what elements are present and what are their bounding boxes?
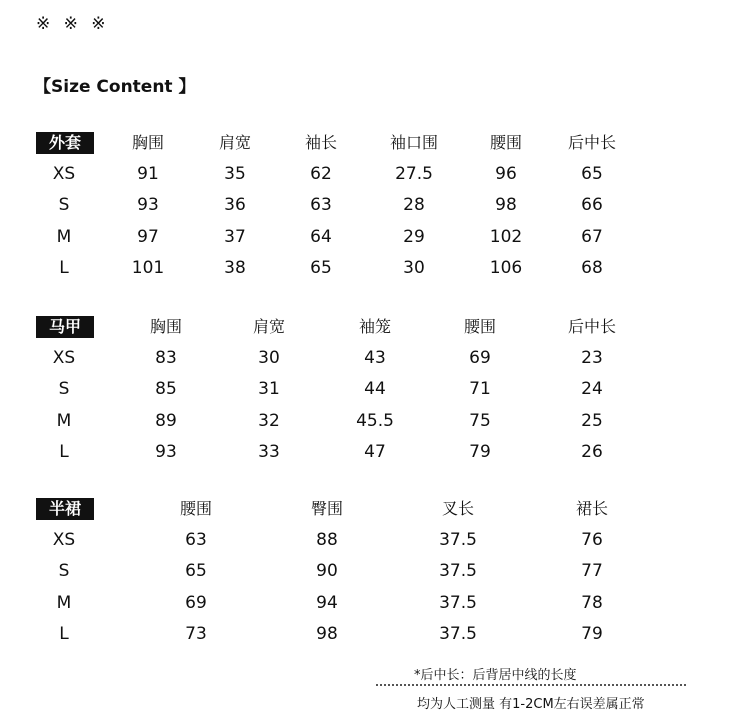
table-cell: 64 bbox=[310, 226, 332, 247]
table-cell: 47 bbox=[364, 442, 386, 462]
table-cell: 37.5 bbox=[439, 624, 477, 644]
table-cell: 98 bbox=[495, 195, 517, 215]
table-cell: 65 bbox=[581, 163, 603, 184]
column-header: 袖笼 bbox=[358, 317, 392, 336]
column-header: 胸围 bbox=[149, 317, 183, 336]
table-tag: 半裙 bbox=[36, 498, 94, 520]
table-cell: 102 bbox=[489, 226, 523, 247]
size-label: L bbox=[59, 442, 69, 462]
column-header: 裙长 bbox=[575, 499, 609, 518]
table-cell: 76 bbox=[581, 529, 603, 550]
table-cell: 66 bbox=[581, 195, 603, 215]
table-header-row bbox=[0, 311, 750, 343]
table-cell: 67 bbox=[581, 226, 603, 247]
column-header: 袖长 bbox=[304, 133, 338, 152]
table-cell: 63 bbox=[310, 195, 332, 215]
table-cell: 91 bbox=[137, 163, 159, 184]
table-tag: 外套 bbox=[36, 132, 94, 154]
definition-note: *后中长：后背居中线的长度 bbox=[414, 668, 577, 683]
table-cell: 78 bbox=[581, 592, 603, 613]
table-cell: 30 bbox=[258, 347, 280, 368]
size-label: XS bbox=[52, 163, 76, 184]
table-cell: 83 bbox=[155, 347, 177, 368]
table-cell: 37.5 bbox=[439, 529, 477, 550]
table-cell: 94 bbox=[316, 592, 338, 613]
table-cell: 98 bbox=[316, 624, 338, 644]
table-cell: 73 bbox=[185, 624, 207, 644]
table-cell: 68 bbox=[581, 258, 603, 278]
size-table-skirt bbox=[0, 493, 750, 651]
table-cell: 65 bbox=[185, 561, 207, 581]
table-cell: 90 bbox=[316, 561, 338, 581]
table-cell: 32 bbox=[258, 410, 280, 431]
column-header: 袖口围 bbox=[389, 133, 439, 152]
table-cell: 38 bbox=[224, 258, 246, 278]
table-row bbox=[0, 343, 750, 375]
size-label: S bbox=[58, 379, 70, 399]
table-cell: 101 bbox=[131, 258, 165, 278]
table-cell: 45.5 bbox=[356, 410, 394, 431]
table-cell: 77 bbox=[581, 561, 603, 581]
size-table-vest bbox=[0, 311, 750, 469]
decorative-marks: ※ ※ ※ bbox=[36, 14, 110, 34]
dotted-divider bbox=[376, 684, 686, 686]
table-row bbox=[0, 588, 750, 620]
column-header: 胸围 bbox=[131, 133, 165, 152]
size-label: M bbox=[56, 592, 72, 613]
table-tag: 马甲 bbox=[36, 316, 94, 338]
table-cell: 37.5 bbox=[439, 561, 477, 581]
table-cell: 25 bbox=[581, 410, 603, 431]
table-cell: 97 bbox=[137, 226, 159, 247]
size-label: L bbox=[59, 624, 69, 644]
table-cell: 23 bbox=[581, 347, 603, 368]
column-header: 臀围 bbox=[310, 499, 344, 518]
table-cell: 79 bbox=[581, 624, 603, 644]
table-cell: 88 bbox=[316, 529, 338, 550]
table-cell: 89 bbox=[155, 410, 177, 431]
column-header: 腰围 bbox=[489, 133, 523, 152]
size-label: M bbox=[56, 410, 72, 431]
size-label: XS bbox=[52, 347, 76, 368]
table-cell: 33 bbox=[258, 442, 280, 462]
size-label: S bbox=[58, 561, 70, 581]
size-label: S bbox=[58, 195, 70, 215]
table-cell: 106 bbox=[489, 258, 523, 278]
table-row bbox=[0, 253, 750, 285]
table-cell: 79 bbox=[469, 442, 491, 462]
size-label: XS bbox=[52, 529, 76, 550]
table-row bbox=[0, 437, 750, 469]
table-cell: 27.5 bbox=[395, 163, 433, 184]
table-cell: 69 bbox=[469, 347, 491, 368]
table-cell: 63 bbox=[185, 529, 207, 550]
size-table-coat bbox=[0, 127, 750, 285]
disclaimer-note: 均为人工测量 有1-2CM左右误差属正常 bbox=[417, 697, 645, 712]
table-row bbox=[0, 190, 750, 222]
column-header: 腰围 bbox=[463, 317, 497, 336]
table-cell: 43 bbox=[364, 347, 386, 368]
table-cell: 93 bbox=[155, 442, 177, 462]
size-label: M bbox=[56, 226, 72, 247]
column-header: 肩宽 bbox=[218, 133, 252, 152]
table-cell: 28 bbox=[403, 195, 425, 215]
section-title: 【Size Content 】 bbox=[34, 77, 196, 97]
table-cell: 69 bbox=[185, 592, 207, 613]
column-header: 叉长 bbox=[441, 499, 475, 518]
size-label: L bbox=[59, 258, 69, 278]
table-row bbox=[0, 374, 750, 406]
table-row bbox=[0, 556, 750, 588]
table-cell: 65 bbox=[310, 258, 332, 278]
table-cell: 30 bbox=[403, 258, 425, 278]
column-header: 腰围 bbox=[179, 499, 213, 518]
table-cell: 62 bbox=[310, 163, 332, 184]
table-header-row bbox=[0, 127, 750, 159]
table-cell: 37 bbox=[224, 226, 246, 247]
table-row bbox=[0, 406, 750, 438]
table-cell: 96 bbox=[495, 163, 517, 184]
column-header: 后中长 bbox=[567, 317, 617, 336]
table-cell: 31 bbox=[258, 379, 280, 399]
table-header-row bbox=[0, 493, 750, 525]
table-cell: 93 bbox=[137, 195, 159, 215]
table-row bbox=[0, 222, 750, 254]
table-row bbox=[0, 525, 750, 557]
table-cell: 37.5 bbox=[439, 592, 477, 613]
table-cell: 35 bbox=[224, 163, 246, 184]
table-cell: 29 bbox=[403, 226, 425, 247]
table-cell: 26 bbox=[581, 442, 603, 462]
table-cell: 44 bbox=[364, 379, 386, 399]
table-cell: 71 bbox=[469, 379, 491, 399]
table-row bbox=[0, 619, 750, 651]
table-cell: 36 bbox=[224, 195, 246, 215]
column-header: 后中长 bbox=[567, 133, 617, 152]
table-cell: 85 bbox=[155, 379, 177, 399]
table-cell: 75 bbox=[469, 410, 491, 431]
column-header: 肩宽 bbox=[252, 317, 286, 336]
table-row bbox=[0, 159, 750, 191]
table-cell: 24 bbox=[581, 379, 603, 399]
